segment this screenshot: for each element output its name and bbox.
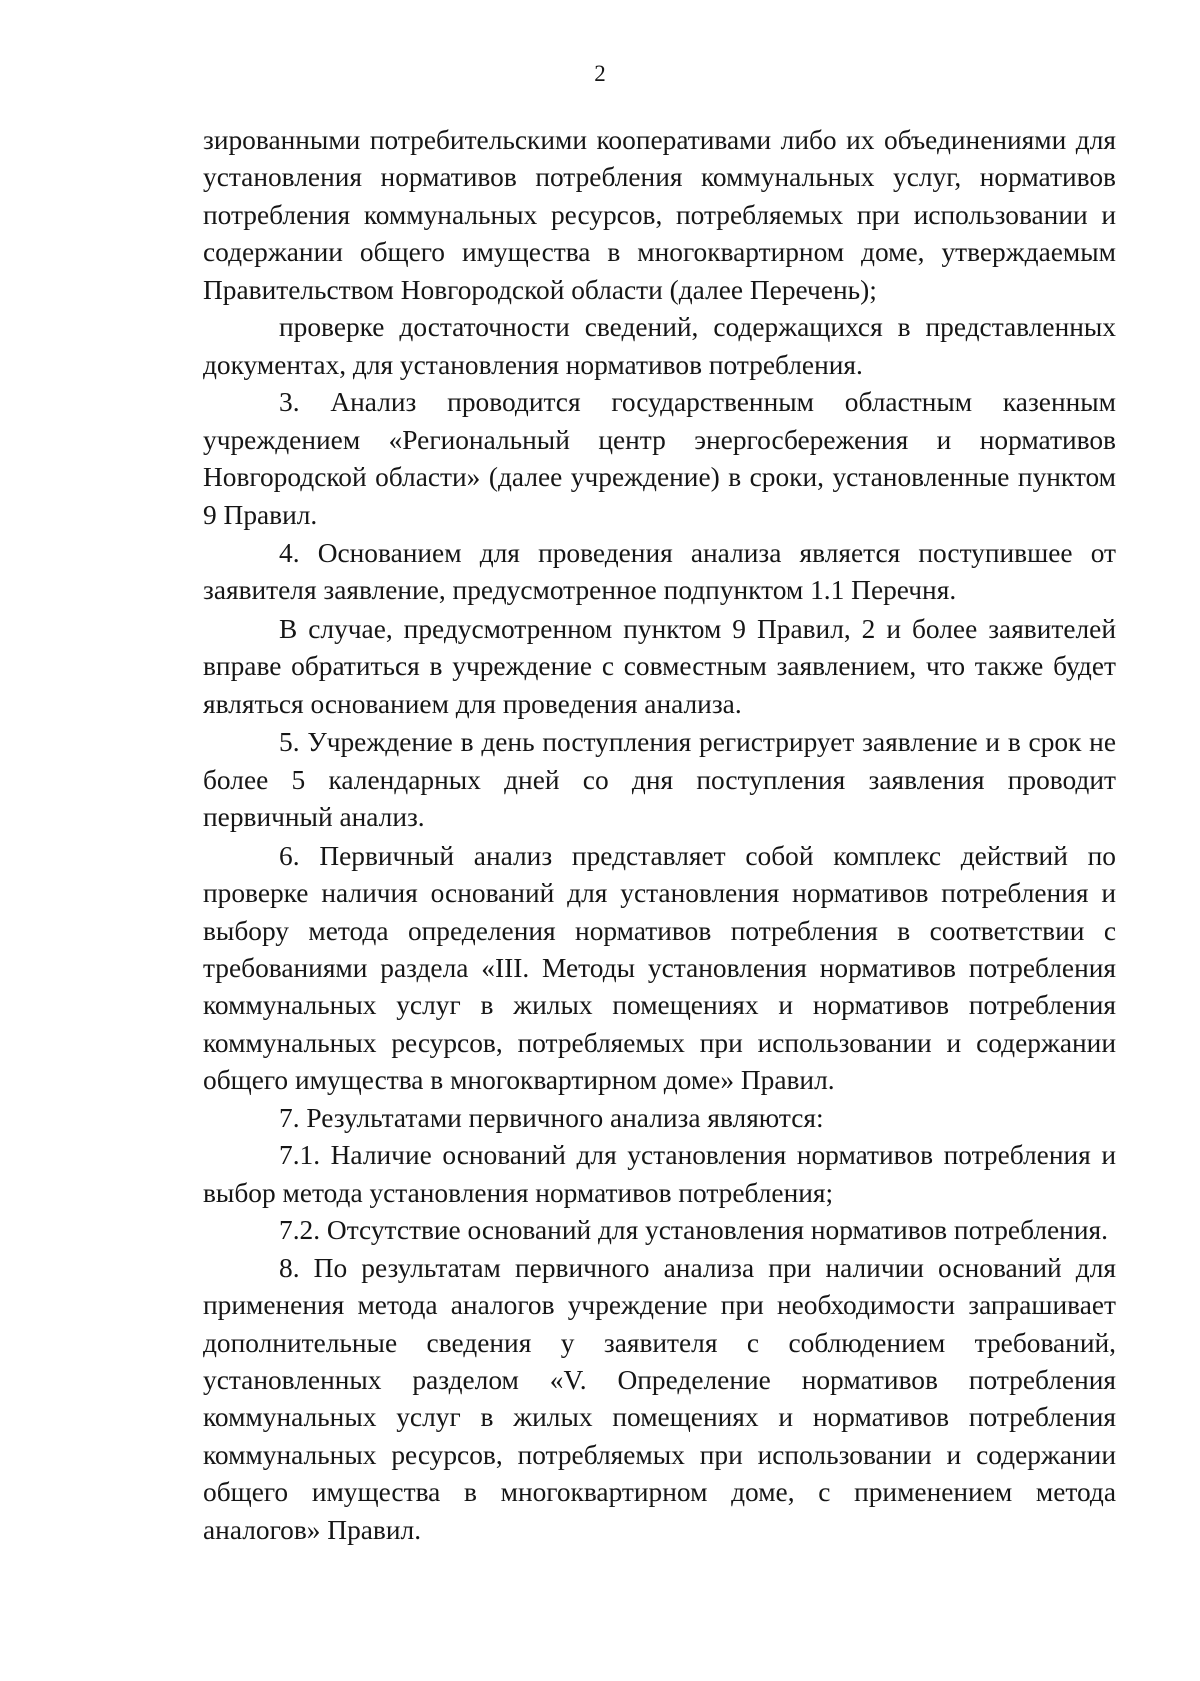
document-body <box>203 122 1116 1549</box>
paragraph-5: 5. Учреждение в день поступления регистрирует заявление и в срок не более 5 календарных дней со дня поступления заявления проводит первичный анализ. <box>203 727 1116 833</box>
paragraph-continuation: зированными потребительскими кооперативами либо их объединениями для установления нормативов потребления коммунальных услуг, нормативов потребления коммунальных ресурсов, потребляемых при использовании и содержании общего имущества в многоквартирном доме, утверждаемым Правительством Новгородской области (далее Перечень); <box>203 125 1116 305</box>
paragraph-4: 4. Основанием для проведения анализа является поступившее от заявителя заявление, предусмотренное подпунктом 1.1 Перечня. <box>203 537 1116 606</box>
paragraph-8: 8. По результатам первичного анализа при наличии оснований для применения метода аналогов учреждение при необходимости запрашивает дополнительные сведения у заявителя с соблюдением требований, установленных разделом «V. Определение нормативов потребления коммунальных услуг в жилых помещениях и нормативов потребления коммунальных ресурсов, потребляемых при использовании и содержании общего имущества в многоквартирном доме, с применением метода аналогов» Правил. <box>203 1252 1116 1545</box>
paragraph-7-2: 7.2. Отсутствие оснований для установления нормативов потребления. <box>279 1215 1108 1246</box>
page-number: 2 <box>594 61 606 86</box>
paragraph-verification: проверке достаточности сведений, содержащихся в представленных документах, для установления нормативов потребления. <box>203 312 1116 380</box>
paragraph-3: 3. Анализ проводится государственным областным казенным учреждением «Региональный центр энергосбережения и нормативов Новгородской области» (далее учреждение) в сроки, установленные пунктом 9 Правил. <box>203 387 1116 530</box>
paragraph-7-1: 7.1. Наличие оснований для установления нормативов потребления и выбор метода установления нормативов потребления; <box>203 1140 1116 1208</box>
paragraph-6: 6. Первичный анализ представляет собой комплекс действий по проверке наличия оснований для установления нормативов потребления и выбору метода определения нормативов потребления в соответствии с требованиями раздела «III. Методы установления нормативов потребления коммунальных услуг в жилых помещениях и нормативов потребления коммунальных ресурсов, потребляемых при использовании и содержании общего имущества в многоквартирном доме» Правил. <box>203 840 1116 1096</box>
paragraph-joint-application: В случае, предусмотренном пунктом 9 Правил, 2 и более заявителей вправе обратиться в учреждение с совместным заявлением, что также будет являться основанием для проведения анализа. <box>203 613 1116 719</box>
paragraph-7: 7. Результатами первичного анализа являются: <box>279 1102 824 1133</box>
